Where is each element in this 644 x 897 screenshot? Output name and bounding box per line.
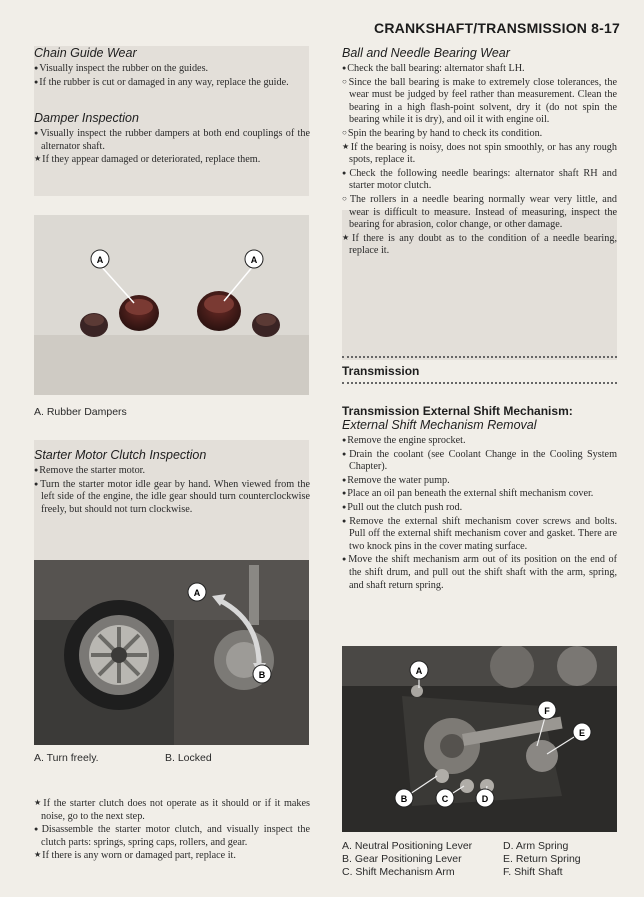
divider [342, 356, 617, 358]
list-item: ● Remove the engine sprocket. [342, 434, 617, 448]
shift-mechanism-photo [342, 646, 617, 832]
transmission-heading: Transmission [342, 364, 420, 378]
damper-items [34, 127, 310, 167]
list-item: ● Drain the coolant (see Coolant Change in the Cooling System Chapter). [342, 448, 617, 474]
starter-followup-items [34, 797, 310, 863]
starter-section [34, 448, 310, 516]
list-item: ● Check the following needle bearings: alternator shaft RH and starter motor clutch. [342, 167, 617, 193]
list-item: ★ If the bearing is noisy, does not spin smoothly, or has any rough spots, replace it. [342, 141, 617, 167]
callout-a-left: A [96, 255, 104, 265]
list-item: ● Pull out the clutch push rod. [342, 501, 617, 515]
starter-caption-a: A. Turn freely. [34, 752, 99, 764]
list-item: ★ If they appear damaged or deteriorated, replace them. [34, 153, 310, 167]
section-title: Ball and Needle Bearing Wear [342, 46, 510, 60]
shift-caption-e: E. Return Spring [503, 853, 581, 865]
shift-items [342, 434, 617, 592]
section-title: Chain Guide Wear [34, 46, 137, 60]
list-item: ● Remove the starter motor. [34, 464, 310, 478]
list-item: ● Move the shift mechanism arm out of its position on the end of the shift drum, and pull out the shift shaft with the arm, spring, and shaft return spring. [342, 553, 617, 592]
list-item: ○ Since the ball bearing is make to extremely close tolerances, the wear must be judged by feel rather than measurement. Clean the bearing in a high flash-point solvent, dry it (do not spin the bearing while it is dry), and oil it with engine oil. [342, 76, 617, 127]
callout-c: C [441, 794, 449, 804]
callout-d: D [481, 794, 489, 804]
list-item: ● Visually inspect the rubber dampers at both end couplings of the alternator shaft. [34, 127, 310, 153]
starter-followup [34, 797, 310, 863]
list-item: ● Visually inspect the rubber on the guides. [34, 62, 310, 76]
callout-a: A [193, 588, 201, 598]
list-item: ★ If there is any worn or damaged part, replace it. [34, 849, 310, 863]
callout-a: A [415, 666, 423, 676]
callout-b: B [258, 670, 266, 680]
chain-guide-section [34, 46, 310, 89]
callout-e: E [578, 728, 586, 738]
starter-items [34, 464, 310, 516]
shift-caption-a: A. Neutral Positioning Lever [342, 840, 473, 852]
list-item: ★ If the starter clutch does not operate as it should or if it makes noise, go to the next step. [34, 797, 310, 823]
divider [342, 382, 617, 384]
bearing-items [342, 62, 617, 258]
callout-a-right: A [250, 255, 258, 265]
shift-caption-d: D. Arm Spring [503, 840, 569, 852]
damper-section [34, 111, 310, 167]
shift-mechanism-illustration [342, 646, 617, 832]
starter-clutch-illustration [34, 560, 309, 745]
shift-caption-c: C. Shift Mechanism Arm [342, 866, 455, 878]
shift-section [342, 404, 617, 592]
chain-guide-items [34, 62, 310, 89]
list-item: ● Check the ball bearing: alternator shaft LH. [342, 62, 617, 76]
rubber-dampers-illustration [34, 215, 309, 395]
list-item: ○ The rollers in a needle bearing normally wear very little, and wear is difficult to measure. Instead of measuring, inspect the bearing for abrasion, color change, or other damage. [342, 193, 617, 232]
list-item: ○ Spin the bearing by hand to check its condition. [342, 127, 617, 141]
starter-clutch-photo [34, 560, 309, 745]
section-subtitle: External Shift Mechanism Removal [342, 418, 537, 432]
list-item: ● If the rubber is cut or damaged in any way, replace the guide. [34, 76, 310, 90]
list-item: ● Place an oil pan beneath the external shift mechanism cover. [342, 487, 617, 501]
section-title: Damper Inspection [34, 111, 139, 126]
list-item: ★ If there is any doubt as to the condition of a needle bearing, replace it. [342, 232, 617, 258]
shift-caption-f: F. Shift Shaft [503, 866, 563, 878]
list-item: ● Remove the water pump. [342, 474, 617, 488]
section-title: Transmission External Shift Mechanism: [342, 404, 573, 418]
right-column [342, 46, 617, 258]
left-column [34, 46, 310, 167]
transmission-banner [342, 356, 617, 384]
rubber-dampers-caption: A. Rubber Dampers [34, 406, 127, 418]
section-title: Starter Motor Clutch Inspection [34, 448, 207, 462]
callout-f: F [544, 706, 550, 716]
starter-caption-b: B. Locked [165, 752, 212, 764]
page-header: CRANKSHAFT/TRANSMISSION 8-17 [374, 20, 620, 36]
list-item: ● Disassemble the starter motor clutch, and visually inspect the clutch parts: springs, spring caps, rollers, and gear. [34, 823, 310, 849]
rubber-dampers-photo [34, 215, 309, 395]
list-item: ● Remove the external shift mechanism cover screws and bolts. Pull off the external shift mechanism cover and gasket. There are two knock pins in the cover mating surface. [342, 515, 617, 554]
list-item: ● Turn the starter motor idle gear by hand. When viewed from the left side of the engine, the idle gear should turn counterclockwise freely, but should not turn clockwise. [34, 478, 310, 517]
callout-b: B [400, 794, 408, 804]
shift-caption-b: B. Gear Positioning Lever [342, 853, 462, 865]
